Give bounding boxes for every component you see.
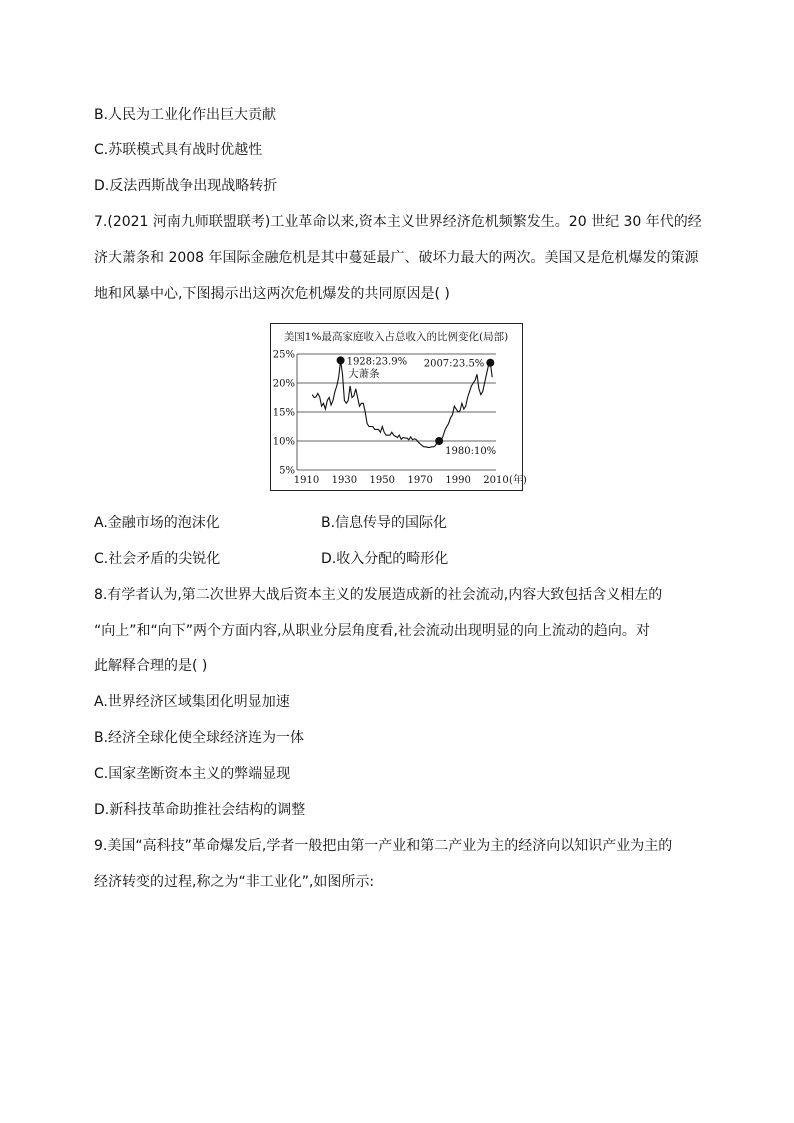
annotation-label: 1928:23.9%	[346, 356, 408, 368]
y-tick-label: 25%	[272, 349, 295, 361]
q7-stem-line1: 7.(2021 河南九师联盟联考)工业革命以来,资本主义世界经济危机频繁发生。20 世纪 30 年代的经	[94, 214, 702, 230]
y-tick-label: 5%	[279, 465, 295, 477]
x-tick-label: 2010	[483, 475, 509, 486]
x-unit-label: (年)	[509, 475, 527, 486]
option-6d: D.反法西斯战争出现战略转折	[94, 178, 278, 194]
x-tick-label: 1950	[369, 475, 396, 486]
option-8b: B.经济全球化使全球经济连为一体	[94, 730, 305, 746]
q8-stem-line3: 此解释合理的是( )	[94, 658, 208, 674]
annotation-label: 1980:10%	[445, 446, 497, 457]
q7-stem-line2: 济大萧条和 2008 年国际金融危机是其中蔓延最广、破坏力最大的两次。美国又是危机爆发的策源	[94, 250, 699, 266]
series-line	[312, 360, 492, 447]
option-7d: D.收入分配的畸形化	[321, 551, 449, 567]
annotation-point	[337, 356, 345, 364]
y-tick-label: 15%	[272, 407, 295, 419]
option-8a: A.世界经济区域集团化明显加速	[94, 694, 290, 710]
q9-stem-line2: 经济转变的过程,称之为“非工业化”,如图所示:	[94, 874, 375, 890]
q8-stem-line2: “向上”和“向下”两个方面内容,从职业分层角度看,社会流动出现明显的向上流动的趋向。对	[94, 623, 650, 639]
y-tick-label: 10%	[272, 436, 295, 448]
x-tick-label: 1970	[407, 475, 433, 486]
q8-stem-line1: 8.有学者认为,第二次世界大战后资本主义的发展造成新的社会流动,内容大致包括含义相左的	[94, 587, 663, 603]
q7-stem-line3: 地和风暴中心,下图揭示出这两次危机爆发的共同原因是( )	[94, 286, 450, 302]
x-tick-label: 1910	[293, 475, 320, 486]
option-7a: A.金融市场的泡沫化	[94, 515, 220, 531]
option-6c: C.苏联模式具有战时优越性	[94, 142, 263, 158]
option-6b: B.人民为工业化作出巨大贡献	[94, 107, 277, 123]
q9-stem-line1: 9.美国“高科技”革命爆发后,学者一般把由第一产业和第二产业为主的经济向以知识产业为主的	[94, 838, 673, 854]
income-share-chart	[270, 323, 527, 491]
chart-title: 美国1%最高家庭收入占总收入的比例变化(局部)	[283, 331, 509, 343]
option-7b: B.信息传导的国际化	[321, 515, 448, 531]
option-7c: C.社会矛盾的尖锐化	[94, 551, 221, 567]
annotation-point	[435, 437, 443, 445]
annotation-point	[486, 359, 494, 367]
option-8c: C.国家垄断资本主义的弊端显现	[94, 766, 291, 782]
option-8d: D.新科技革命助推社会结构的调整	[94, 802, 306, 818]
annotation-label: 2007:23.5%	[423, 358, 485, 370]
x-tick-label: 1990	[445, 475, 471, 486]
event-label-great-depression: 大萧条	[348, 368, 380, 381]
x-tick-label: 1930	[331, 475, 358, 486]
y-tick-label: 20%	[272, 378, 295, 390]
